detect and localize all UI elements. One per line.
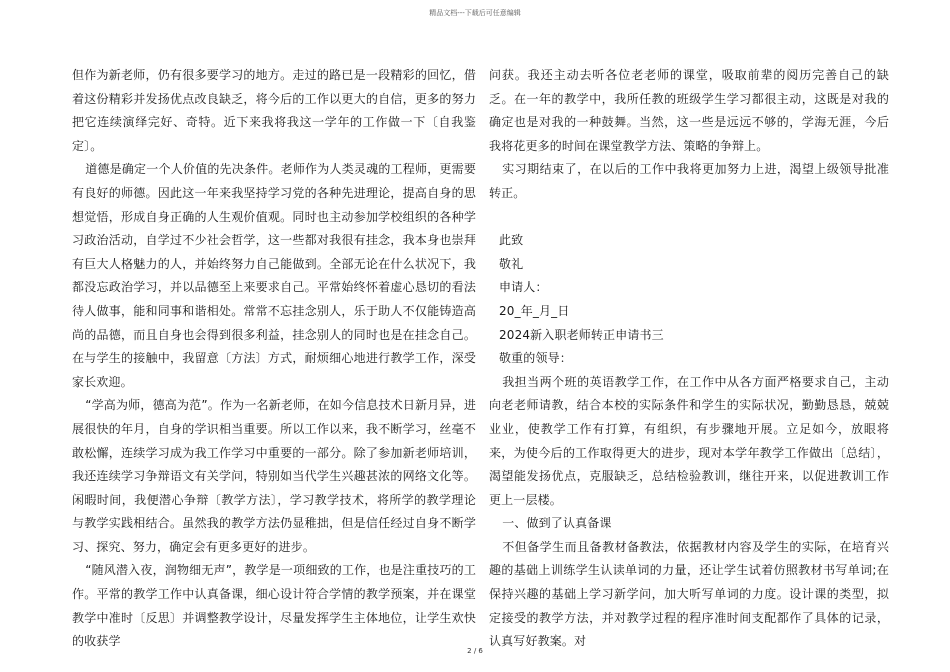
paragraph: “学高为师，德高为范”。作为一名新老师，在如今信息技术日新月异，进展很快的年月，自身的学识相当重要。所以工作以来，我不断学习，丝毫不敢松懈，连续学习成为我工作学习中重要的一部分。除了参加新老师培训，我还连续学习争辩语文有关学问，特别如当代学生兴趣甚浓的网络文化等。闲暇时间，我便潜心争辩〔教学方法〕，学习教学技术，将所学的教学理论与教学实践相结合。虽然我的教学方法仍显稚拙，但是信任经过自身不断学习、探究、努力，确定会有更多更好的进步。: [72, 398, 476, 554]
paragraph: 道德是确定一个人价值的先决条件。老师作为人类灵魂的工程师，更需要有良好的师德。因此这一年来我坚持学习党的各种先进理论，提高自身的思想觉悟，形成自身正确的人生观价值观。同时也主动参加学校组织的各种学习政治活动，自学过不少社会哲学，这一些都对我很有挂念，我本身也崇拜有巨大人格魅力的人，并始终努力自己能做到。全部无论在什么状况下，我都没忘政治学习，并以品德至上来要求自己。平常始终怀着虚心恳切的看法待人做事，能和同事和谐相处。常常不忘挂念别人，乐于助人不仅能铸造高尚的品德，而且自身也会得到很多利益，挂念别人的同时也是在挂念自己。在与学生的接触中，我留意〔方法〕方式，耐烦细心地进行教学工作，深受家长欢迎。: [72, 162, 476, 389]
paragraph: 但作为新老师，仍有很多要学习的地方。走过的路已是一段精彩的回忆，借着这份精彩并发扬优点改良缺乏，将今后的工作以更大的自信，更多的努力把它连续演绎完好、奇特。近下来我将我这一学年的工作做一下〔自我鉴定〕。: [72, 68, 476, 153]
closing-line: 敬礼: [499, 256, 524, 271]
closing-line: 此致: [499, 233, 524, 248]
paragraph: 我担当两个班的英语教学工作，在工作中从各方面严格要求自己，主动向老老师请教，结合本校的实际条件和学生的实际状况，勤勤恳恳，兢兢业业，使教学工作有打算，有组织，有步骤地开展。立足如今，放眼将来，为使今后的工作取得更大的进步，现对本学年教学工作做出〔总结〕，渴望能发扬优点，克服缺乏，总结检验教训，继往开来，以促进教训工作更上一层楼。: [489, 374, 889, 507]
left-column: [72, 64, 476, 654]
applicant-line: 申请人：: [499, 280, 548, 295]
page-number: 2 / 6: [467, 647, 483, 655]
salutation: 敬重的领导：: [499, 351, 572, 366]
paragraph: “随风潜入夜，润物细无声”，教学是一项细致的工作，也是注重技巧的工作。平常的教学工作中认真备课，细心设计符合学情的教学预案，并在课堂教学中准时〔反思〕并调整教学设计，尽量发挥学生主体地位，让学生欢快的收获学: [72, 563, 476, 649]
right-column: [489, 64, 889, 654]
page-header: 精品文档---下载后可任意编辑: [429, 9, 521, 17]
blank-line: [489, 206, 889, 230]
paragraph: 实习期结束了，在以后的工作中我将更加努力上进，渴望上级领导批准转正。: [489, 162, 889, 200]
section-title: 2024新入职老师转正申请书三: [499, 327, 664, 342]
paragraph: 不但备学生而且备教材备教法，依据教材内容及学生的实际，在培育兴趣的基础上训练学生认读单词的力量，还让学生试着仿照教材书写单词;在保持兴趣的基础上学习新学问，加大听写单词的力度。设计课的类型，拟定接受的教学方法，并对教学过程的程序准时间支配都作了具体的记录，认真写好教案。对: [489, 539, 889, 649]
section-heading: 一、做到了认真备课: [502, 516, 612, 531]
date-line: 20_年_月_日: [499, 303, 570, 318]
paragraph: 问获。我还主动去听各位老老师的课堂，吸取前辈的阅历完善自己的缺乏。在一年的教学中，我所任教的班级学生学习都很主动，这既是对我的确定也是对我的一种鼓舞。当然，这一些是远远不够的，学海无涯，今后我将花更多的时间在课堂教学方法、策略的争辩上。: [489, 68, 889, 153]
